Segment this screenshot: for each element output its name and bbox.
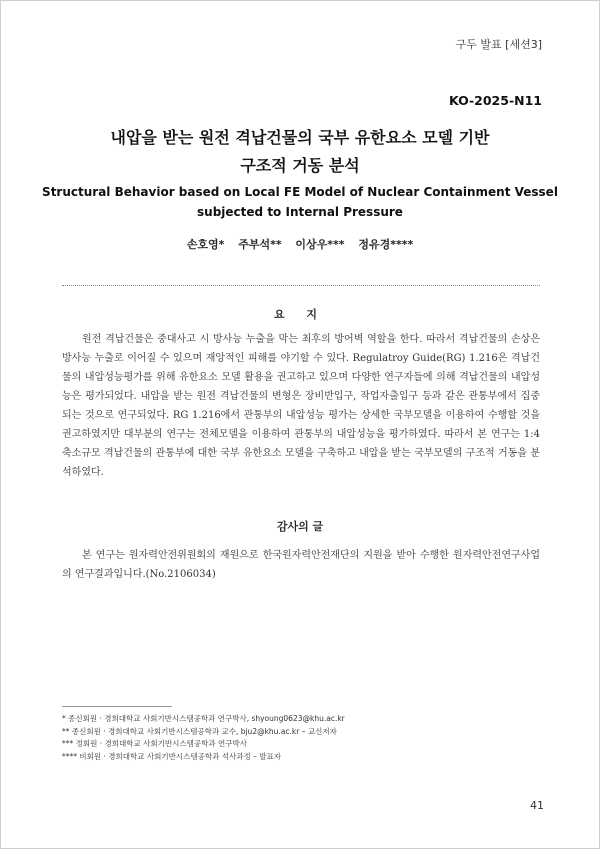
footnotes (62, 713, 540, 763)
abstract-body (62, 330, 540, 482)
session-label: 구두 발표 [세션3] (455, 38, 542, 51)
footnote: *** 정회원 · 경희대학교 사회기반시스템공학과 연구박사 (62, 739, 247, 748)
abstract-heading: 요 지 (273, 308, 327, 321)
korean-title (0, 124, 600, 180)
abstract-paragraph: 원전 격납건물은 중대사고 시 방사능 누출을 막는 최후의 방어벽 역할을 한다. 따라서 격납건물의 손상은 방사능 누출로 이어질 수 있으며 재앙적인 피해를 야기할 수 있다. Regulatroy Guide(RG) 1.216은 격납건물의 내압성능평가를 위해 유한요소 모델 활용을 권고하고 있으며 다양한 연구자들에 의해 격납건물의 내압성능은 평가되었다. 내압을 받는 원전 격납건물의 변형은 장비반입구, 작업자출입구 등과 같은 관통부에서 집중되는 것으로 연구되었다. RG 1.216에서 관통부의 내압성능 평가는 상세한 국부모델을 이용하여 수행할 것을 권고하였지만 대부분의 연구는 전체모델을 이용하여 관통부의 내압성능을 평가하였다. 따라서 본 연구는 1:4 축소규모 격납건물의 관통부에 대한 국부 유한요소 모델을 구축하고 내압을 받는 국부모델의 구조적 거동을 분석하였다. (62, 334, 540, 478)
acknowledgment-paragraph: 본 연구는 원자력안전위원회의 재원으로 한국원자력안전재단의 지원을 받아 수행한 원자력안전연구사업의 연구결과입니다.(No.2106034) (62, 550, 540, 580)
english-title (40, 182, 560, 222)
acknowledgment-body (62, 546, 540, 584)
footnote-divider (62, 706, 172, 707)
footnote: ** 종신회원 · 경희대학교 사회기반시스템공학과 교수, bju2@khu.ac.kr – 교신저자 (62, 726, 337, 736)
english-title-line-1: Structural Behavior based on Local FE Model of Nuclear Containment Vessel (42, 185, 558, 199)
korean-title-line-1: 내압을 받는 원전 격납건물의 국부 유한요소 모델 기반 (110, 128, 490, 147)
acknowledgment-heading: 감사의 글 (276, 520, 324, 533)
section-divider (62, 285, 540, 286)
page-number: 41 (530, 799, 544, 812)
footnote: **** 비회원 · 경희대학교 사회기반시스템공학과 석사과정 – 발표자 (62, 751, 281, 761)
author-list (0, 236, 600, 252)
author-name: 손호영* (186, 238, 225, 251)
author-name: 주부석** (238, 238, 282, 251)
korean-title-line-2: 구조적 거동 분석 (240, 156, 360, 175)
author-name: 정유경**** (358, 238, 414, 251)
english-title-line-2: subjected to Internal Pressure (197, 205, 403, 219)
author-name: 이상우*** (295, 238, 345, 251)
paper-id: KO-2025-N11 (448, 93, 542, 108)
footnote: * 종신회원 · 경희대학교 사회기반시스템공학과 연구박사, shyoung0623@khu.ac.kr (62, 714, 345, 723)
